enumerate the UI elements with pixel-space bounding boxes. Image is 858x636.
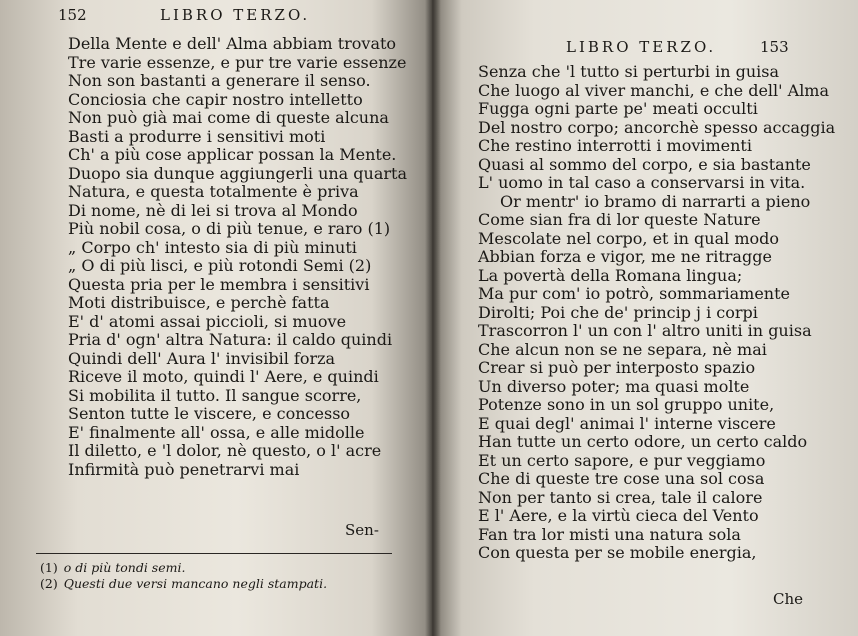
- verse-line: Trascorron l' un con l' altro uniti in guisa: [478, 321, 812, 340]
- verse-line: Il diletto, e 'l dolor, nè questo, o l' acre: [68, 441, 382, 460]
- footnotes: [40, 560, 327, 592]
- verse-line: Della Mente e dell' Alma abbiam trovato: [68, 34, 397, 53]
- verse-line: Senza che 'l tutto si perturbi in guisa: [478, 62, 780, 81]
- verse-line: Natura, e questa totalmente è priva: [68, 182, 359, 201]
- footnote: [40, 576, 327, 592]
- verse-line: Infirmità può penetrarvi mai: [68, 459, 300, 479]
- verse-line: Non per tanto si crea, tale il calore: [478, 487, 763, 507]
- footnote-text: o di più tondi semi.: [63, 560, 186, 575]
- footnote-mark: (2): [40, 576, 58, 591]
- verse-line: E l' Aere, e la virtù cieca del Vento: [478, 506, 759, 525]
- verse-line: Non son bastanti a generare il senso.: [68, 71, 371, 90]
- verse-line: Quasi al sommo del corpo, e sia bastante: [478, 154, 811, 174]
- catchword: Sen-: [345, 521, 379, 539]
- verse-line: Potenze sono in un sol gruppo unite,: [478, 395, 775, 414]
- verse-line: Duopo sia dunque aggiungerli una quarta: [68, 163, 407, 183]
- verse-line: Con questa per se mobile energia,: [478, 543, 757, 562]
- verse-line: Come sian fra di lor queste Nature: [478, 210, 761, 229]
- verse-line: Abbian forza e vigor, me ne ritragge: [478, 247, 772, 266]
- book-gutter: [425, 0, 441, 636]
- verse-line: „ O di più lisci, e più rotondi Semi (2): [68, 256, 372, 275]
- verse-line: Mescolate nel corpo, et in qual modo: [478, 228, 780, 248]
- verse-line: Et un certo sapore, e pur veggiamo: [478, 450, 766, 470]
- verse-line: „ Corpo ch' intesto sia di più minuti: [68, 237, 357, 257]
- verse-line: E quai degl' animai l' interne viscere: [478, 413, 776, 433]
- verse-line: Fan tra lor misti una natura sola: [478, 524, 741, 544]
- running-header: LIBRO TERZO.: [160, 6, 311, 24]
- verse-line: L' uomo in tal caso a conservarsi in vita.: [478, 173, 806, 192]
- verse-line: Si mobilita il tutto. Il sangue scorre,: [68, 385, 362, 405]
- verse-line: Non può già mai come di queste alcuna: [68, 108, 389, 127]
- verse-line: E' d' atomi assai piccioli, si muove: [68, 311, 347, 331]
- footnote: [40, 560, 327, 576]
- verse-line: Ch' a più cose applicar possan la Mente.: [68, 145, 397, 164]
- verse-line: Questa pria per le membra i sensitivi: [68, 274, 370, 294]
- verse-line: La povertà della Romana lingua;: [478, 265, 743, 285]
- verse-lines: [68, 35, 407, 479]
- catchword: Che: [773, 590, 804, 608]
- page-number: 152: [58, 6, 87, 24]
- verse-line: Riceve il moto, quindi l' Aere, e quindi: [68, 367, 379, 386]
- verse-lines: [478, 63, 835, 563]
- page-number: 153: [760, 38, 789, 56]
- footnote-mark: (1): [40, 560, 58, 575]
- verse-line: Che luogo al viver manchi, e che dell' Alma: [478, 80, 830, 100]
- footnote-text: Questi due versi mancano negli stampati.: [63, 576, 328, 591]
- verse-line: Tre varie essenze, e pur tre varie essenze: [68, 52, 407, 72]
- verse-line: Quindi dell' Aura l' invisibil forza: [68, 348, 336, 368]
- verse-line: Senton tutte le viscere, e concesso: [68, 404, 351, 423]
- verse-line: Moti distribuisce, e perchè fatta: [68, 293, 330, 312]
- right-page: [432, 0, 858, 636]
- verse-line: Dirolti; Poi che de' princip j i corpi: [478, 302, 758, 322]
- verse-line: Un diverso poter; ma quasi molte: [478, 376, 750, 396]
- verse-line: Che alcun non se ne separa, nè mai: [478, 339, 767, 359]
- verse-line: Di nome, nè di lei si trova al Mondo: [68, 200, 358, 220]
- verse-line: Han tutte un certo odore, un certo caldo: [478, 432, 808, 451]
- verse-line: Che restino interrotti i movimenti: [478, 136, 752, 155]
- verse-line: Basti a produrre i sensitivi moti: [68, 126, 326, 146]
- verse-line: E' finalmente all' ossa, e alle midolle: [68, 422, 365, 442]
- verse-line: Più nobil cosa, o di più tenue, e raro (1): [68, 219, 391, 238]
- running-header: LIBRO TERZO.: [566, 38, 717, 56]
- verse-line: Crear si può per interposto spazio: [478, 358, 756, 377]
- verse-line: Del nostro corpo; ancorchè spesso accaggia: [478, 117, 836, 137]
- verse-line: Che di queste tre cose una sol cosa: [478, 469, 765, 488]
- verse-line: Or mentr' io bramo di narrarti a pieno: [500, 191, 811, 211]
- verse-line: Conciosia che capir nostro intelletto: [68, 89, 363, 109]
- footnote-rule: [36, 553, 392, 554]
- verse-line: Pria d' ogn' altra Natura: il caldo quindi: [68, 330, 393, 349]
- verse-line: Ma pur com' io potrò, sommariamente: [478, 284, 791, 303]
- verse-line: Fugga ogni parte pe' meati occulti: [478, 99, 758, 118]
